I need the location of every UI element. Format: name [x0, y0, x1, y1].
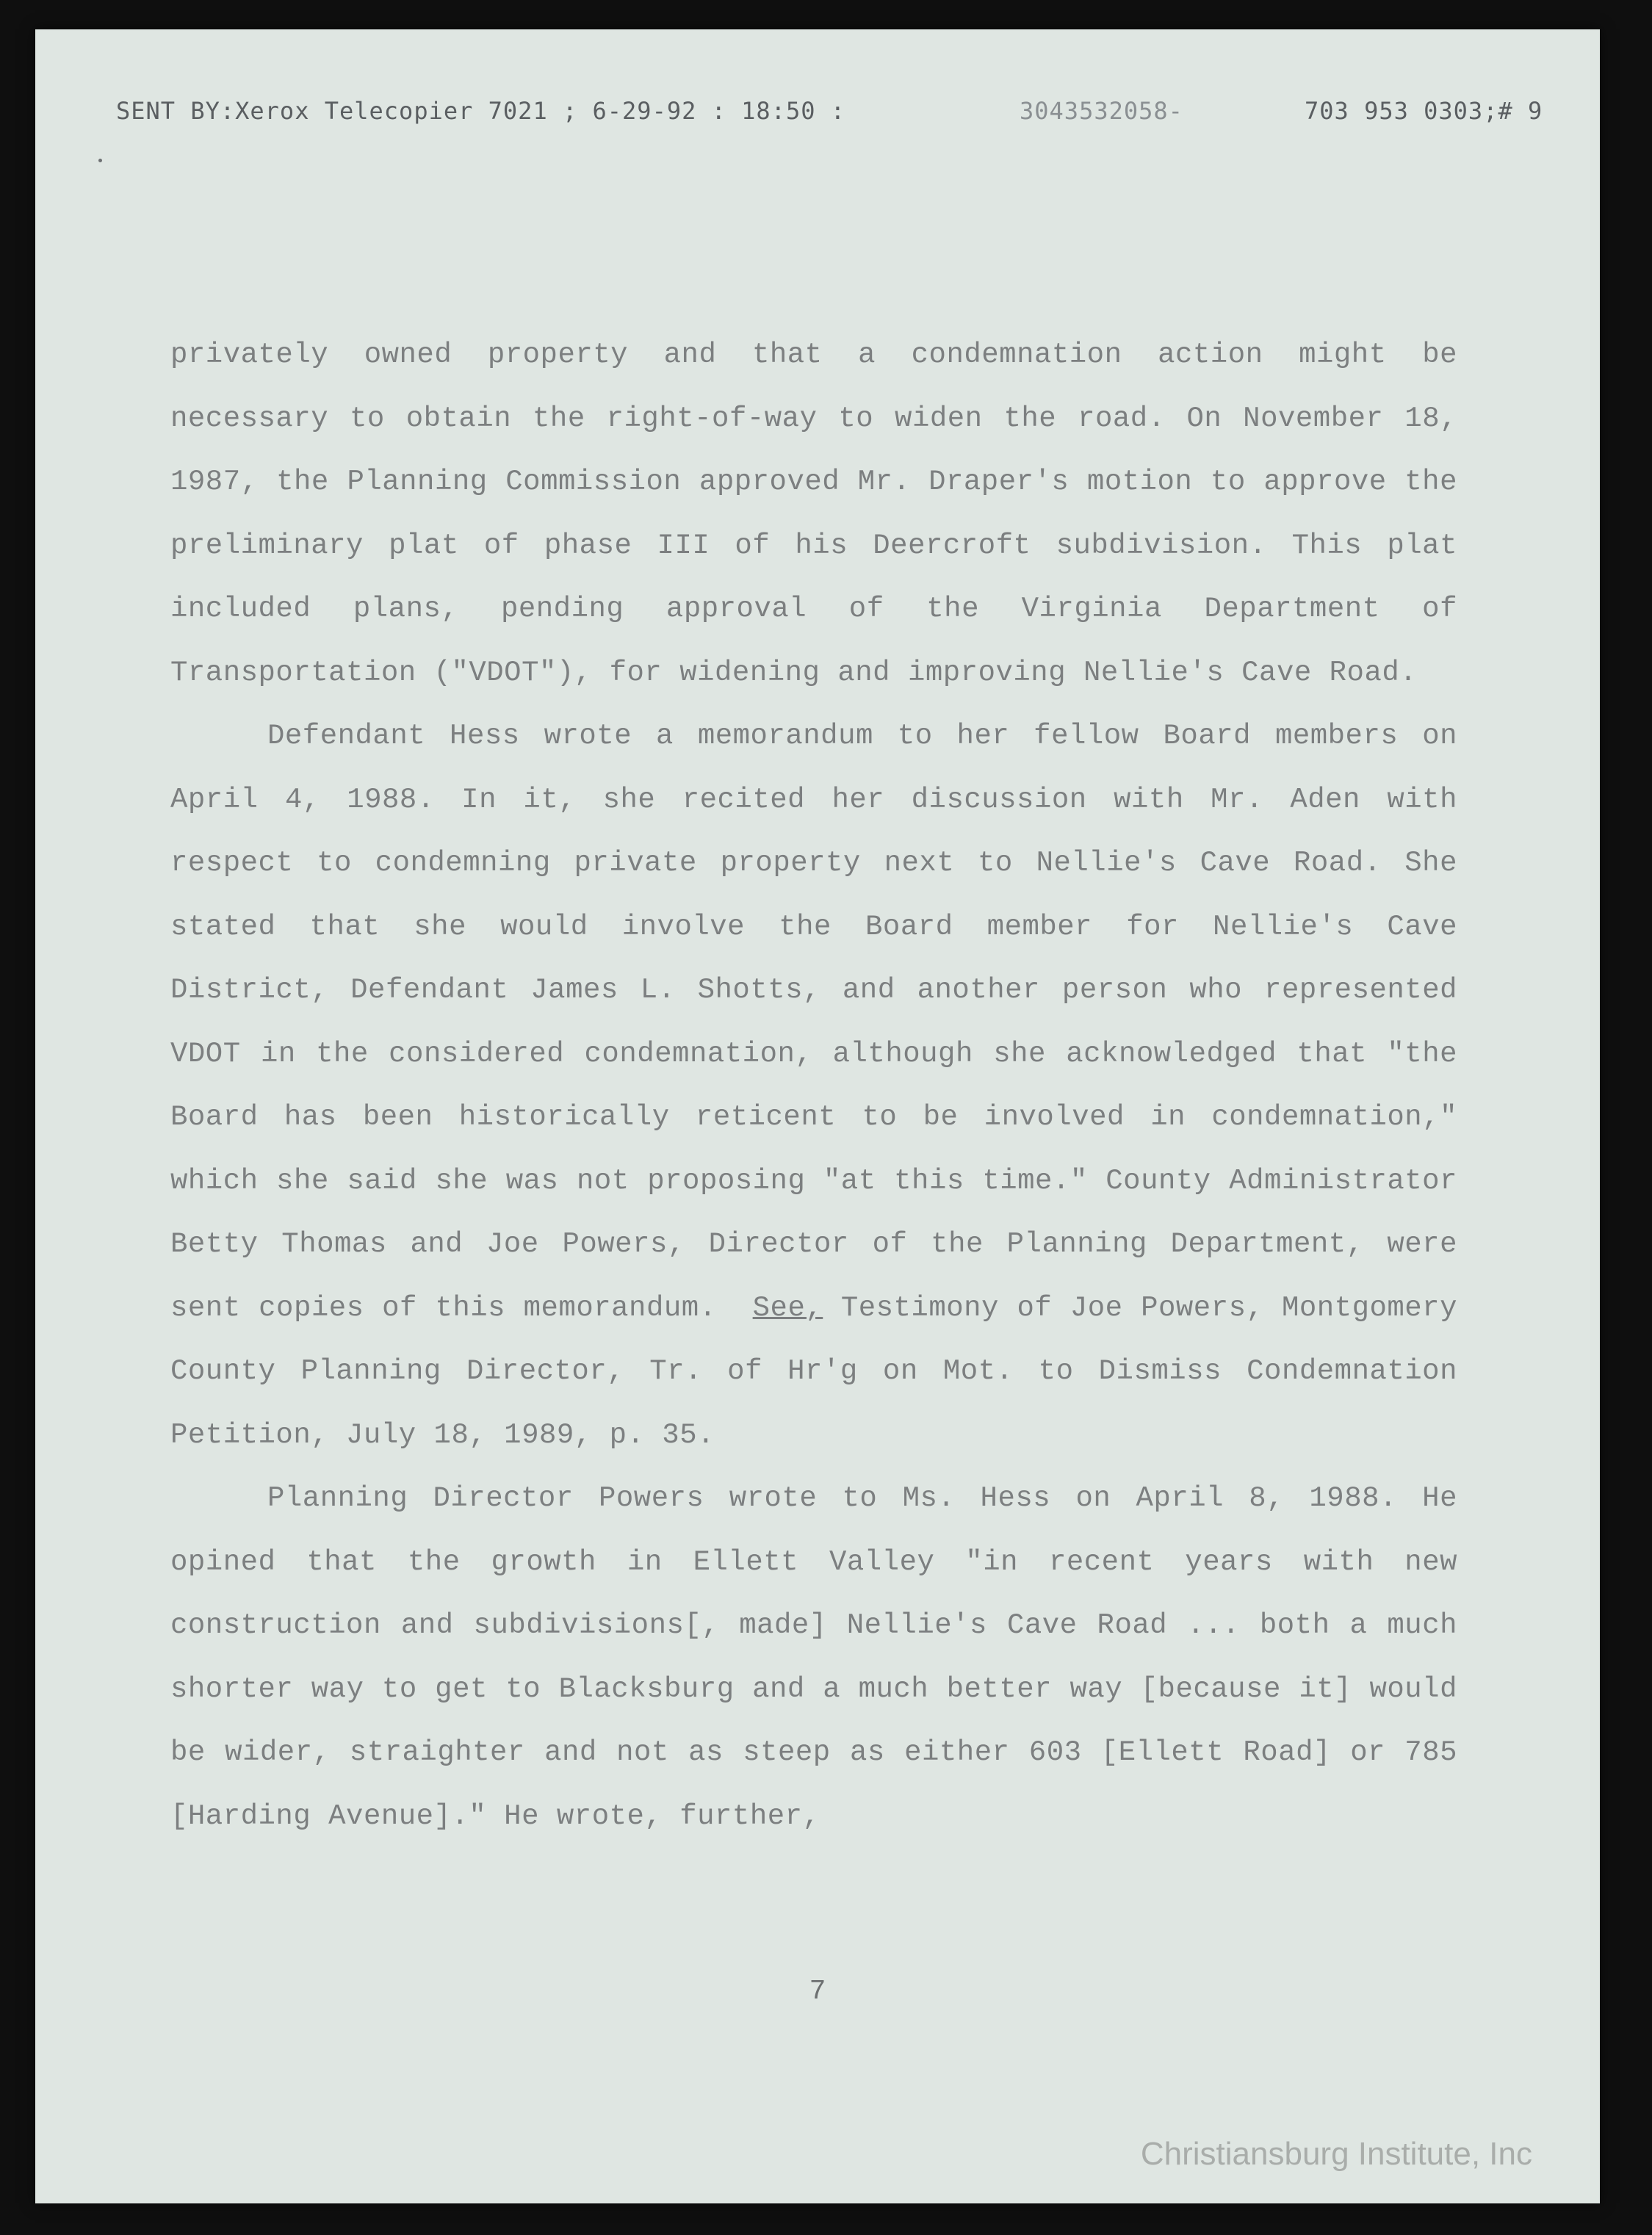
watermark: Christiansburg Institute, Inc — [1140, 2136, 1532, 2172]
page-number: 7 — [809, 1976, 826, 2007]
fax-to-number-page: 703 953 0303;# 9 — [1305, 97, 1543, 125]
fax-sender-line: SENT BY:Xerox Telecopier 7021 ; 6-29-92 : 18:50 : — [116, 97, 846, 125]
paragraph-1: privately owned property and that a condemnation action might be necessary to obtain the right-of-way to widen the road. On November 18, 1987, the Planning Commission approved Mr. Draper's motion to approve the preliminary plat of phase III of his Deercroft subdivision. This plat included plans, pending approval of the Virginia Department of Transportation ("VDOT"), for widening and improving Nellie's Cave Road. — [170, 339, 1457, 689]
document-body — [170, 323, 1457, 1848]
fax-from-number: 3043532058- — [1020, 97, 1183, 125]
paragraph-3: Planning Director Powers wrote to Ms. Hess on April 8, 1988. He opined that the growth in Ellett Valley "in recent years with new construction and subdivisions[, made] Nellie's Cave Road ... both a much shorter way to get to Blacksburg and a much better way [because it] would be wider, straighter and not as steep as either 603 [Ellett Road] or 785 [Harding Avenue]." He wrote, further, — [170, 1482, 1457, 1833]
scan-speck — [98, 159, 102, 162]
paragraph-2-text: Defendant Hess wrote a memorandum to her fellow Board members on April 4, 1988. In it, she recited her discussion with Mr. Aden with respect to condemning private property next to Nellie's Cave Road. She stated that she would involve the Board member for Nellie's Cave District, Defendant James L. Shotts, and another person who represented VDOT in the considered condemnation, although she acknowledged that "the Board has been historically reticent to be involved in condemnation," which she said she was not proposing "at this time." County Administrator Betty Thomas and Joe Powers, Director of the Planning Department, were sent copies of this memorandum. — [170, 720, 1457, 1324]
document-page — [35, 29, 1600, 2203]
see-signal: See, — [752, 1291, 823, 1324]
paragraph-2 — [170, 704, 1457, 1467]
fax-header — [116, 97, 1548, 134]
citation: Testimony of Joe Powers, Montgomery County Planning Director, Tr. of Hr'g on Mot. to Dismiss Condemnation Petition, July 18, 1989, p. 35. — [170, 1291, 1457, 1451]
